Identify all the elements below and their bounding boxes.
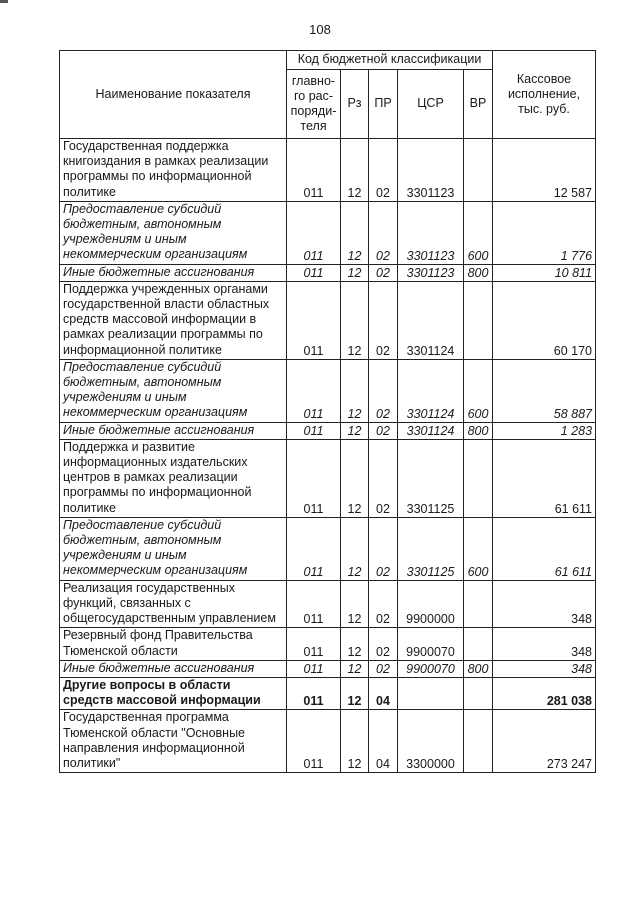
header-rz: Рз xyxy=(341,70,369,139)
row-vr xyxy=(464,710,493,773)
row-rz: 12 xyxy=(341,439,369,517)
page-number: 108 xyxy=(309,22,331,37)
table-row xyxy=(60,677,596,709)
row-rz: 12 xyxy=(341,628,369,660)
table-row xyxy=(60,517,596,580)
row-csr: 3301123 xyxy=(398,264,464,281)
row-name: Предоставление субсидий бюджетным, автономным учреждениям и иным некоммерческим организациям xyxy=(60,201,287,264)
row-name: Другие вопросы в области средств массовой информации xyxy=(60,677,287,709)
row-vr: 800 xyxy=(464,264,493,281)
row-rz: 12 xyxy=(341,677,369,709)
row-amount: 60 170 xyxy=(493,281,596,359)
row-amount: 12 587 xyxy=(493,139,596,202)
row-csr: 9900000 xyxy=(398,580,464,628)
row-pr: 02 xyxy=(369,264,398,281)
row-glavny: 011 xyxy=(287,660,341,677)
row-csr: 9900070 xyxy=(398,660,464,677)
table-row xyxy=(60,139,596,202)
row-name: Иные бюджетные ассигнования xyxy=(60,264,287,281)
row-amount: 61 611 xyxy=(493,517,596,580)
row-name: Предоставление субсидий бюджетным, автономным учреждениям и иным некоммерческим организациям xyxy=(60,517,287,580)
table-row xyxy=(60,359,596,422)
row-amount: 281 038 xyxy=(493,677,596,709)
row-glavny: 011 xyxy=(287,628,341,660)
row-name: Государственная поддержка книгоиздания в рамках реализации программы по информационной политике xyxy=(60,139,287,202)
row-glavny: 011 xyxy=(287,517,341,580)
row-pr: 02 xyxy=(369,660,398,677)
table-row xyxy=(60,660,596,677)
row-vr xyxy=(464,628,493,660)
row-vr xyxy=(464,139,493,202)
row-name: Иные бюджетные ассигнования xyxy=(60,660,287,677)
row-glavny: 011 xyxy=(287,677,341,709)
row-amount: 273 247 xyxy=(493,710,596,773)
row-vr: 600 xyxy=(464,517,493,580)
row-csr: 3301125 xyxy=(398,517,464,580)
row-csr: 3301123 xyxy=(398,201,464,264)
row-glavny: 011 xyxy=(287,359,341,422)
row-rz: 12 xyxy=(341,422,369,439)
header-pr: ПР xyxy=(369,70,398,139)
row-csr: 3301125 xyxy=(398,439,464,517)
row-glavny: 011 xyxy=(287,580,341,628)
row-name: Резервный фонд Правительства Тюменской области xyxy=(60,628,287,660)
row-name: Поддержка и развитие информационных издательских центров в рамках реализации программы по информационной политике xyxy=(60,439,287,517)
row-pr: 02 xyxy=(369,359,398,422)
row-rz: 12 xyxy=(341,517,369,580)
row-pr: 04 xyxy=(369,710,398,773)
row-pr: 02 xyxy=(369,580,398,628)
row-csr: 3301124 xyxy=(398,359,464,422)
table-row xyxy=(60,422,596,439)
row-csr: 9900070 xyxy=(398,628,464,660)
row-pr: 04 xyxy=(369,677,398,709)
row-rz: 12 xyxy=(341,660,369,677)
row-amount: 1 776 xyxy=(493,201,596,264)
row-name: Поддержка учрежденных органами государственной власти областных средств массовой информации в рамках реализации программы по информационной политике xyxy=(60,281,287,359)
header-code-group: Код бюджетной классификации xyxy=(287,51,493,70)
row-vr: 800 xyxy=(464,422,493,439)
row-pr: 02 xyxy=(369,281,398,359)
row-csr xyxy=(398,677,464,709)
row-amount: 61 611 xyxy=(493,439,596,517)
table-row xyxy=(60,201,596,264)
row-amount: 10 811 xyxy=(493,264,596,281)
row-pr: 02 xyxy=(369,517,398,580)
row-pr: 02 xyxy=(369,139,398,202)
row-glavny: 011 xyxy=(287,422,341,439)
row-amount: 348 xyxy=(493,580,596,628)
header-glavny: главно-го рас-поряди-теля xyxy=(287,70,341,139)
row-vr: 600 xyxy=(464,359,493,422)
header-csr: ЦСР xyxy=(398,70,464,139)
table-row xyxy=(60,264,596,281)
row-csr: 3301124 xyxy=(398,422,464,439)
row-glavny: 011 xyxy=(287,710,341,773)
row-vr: 800 xyxy=(464,660,493,677)
row-vr: 600 xyxy=(464,201,493,264)
row-csr: 3301124 xyxy=(398,281,464,359)
row-rz: 12 xyxy=(341,580,369,628)
row-rz: 12 xyxy=(341,281,369,359)
row-amount: 348 xyxy=(493,660,596,677)
header-amount: Кассовое исполнение, тыс. руб. xyxy=(493,51,596,139)
row-rz: 12 xyxy=(341,264,369,281)
table-row xyxy=(60,281,596,359)
row-csr: 3300000 xyxy=(398,710,464,773)
row-rz: 12 xyxy=(341,359,369,422)
row-glavny: 011 xyxy=(287,281,341,359)
scan-corner-mark xyxy=(0,0,8,3)
row-vr xyxy=(464,580,493,628)
row-amount: 1 283 xyxy=(493,422,596,439)
row-pr: 02 xyxy=(369,439,398,517)
table-row xyxy=(60,439,596,517)
row-pr: 02 xyxy=(369,201,398,264)
row-rz: 12 xyxy=(341,139,369,202)
row-glavny: 011 xyxy=(287,139,341,202)
row-name: Реализация государственных функций, связанных с общегосударственным управлением xyxy=(60,580,287,628)
row-name: Государственная программа Тюменской области "Основные направления информационной политики" xyxy=(60,710,287,773)
row-amount: 348 xyxy=(493,628,596,660)
row-glavny: 011 xyxy=(287,439,341,517)
row-pr: 02 xyxy=(369,422,398,439)
table-row xyxy=(60,628,596,660)
table-row xyxy=(60,710,596,773)
row-vr xyxy=(464,281,493,359)
table-row xyxy=(60,580,596,628)
row-name: Иные бюджетные ассигнования xyxy=(60,422,287,439)
header-vr: ВР xyxy=(464,70,493,139)
row-rz: 12 xyxy=(341,201,369,264)
row-name: Предоставление субсидий бюджетным, автономным учреждениям и иным некоммерческим организациям xyxy=(60,359,287,422)
budget-table xyxy=(59,50,596,773)
header-name: Наименование показателя xyxy=(60,51,287,139)
row-vr xyxy=(464,677,493,709)
row-amount: 58 887 xyxy=(493,359,596,422)
row-rz: 12 xyxy=(341,710,369,773)
row-vr xyxy=(464,439,493,517)
row-glavny: 011 xyxy=(287,201,341,264)
row-csr: 3301123 xyxy=(398,139,464,202)
row-pr: 02 xyxy=(369,628,398,660)
row-glavny: 011 xyxy=(287,264,341,281)
